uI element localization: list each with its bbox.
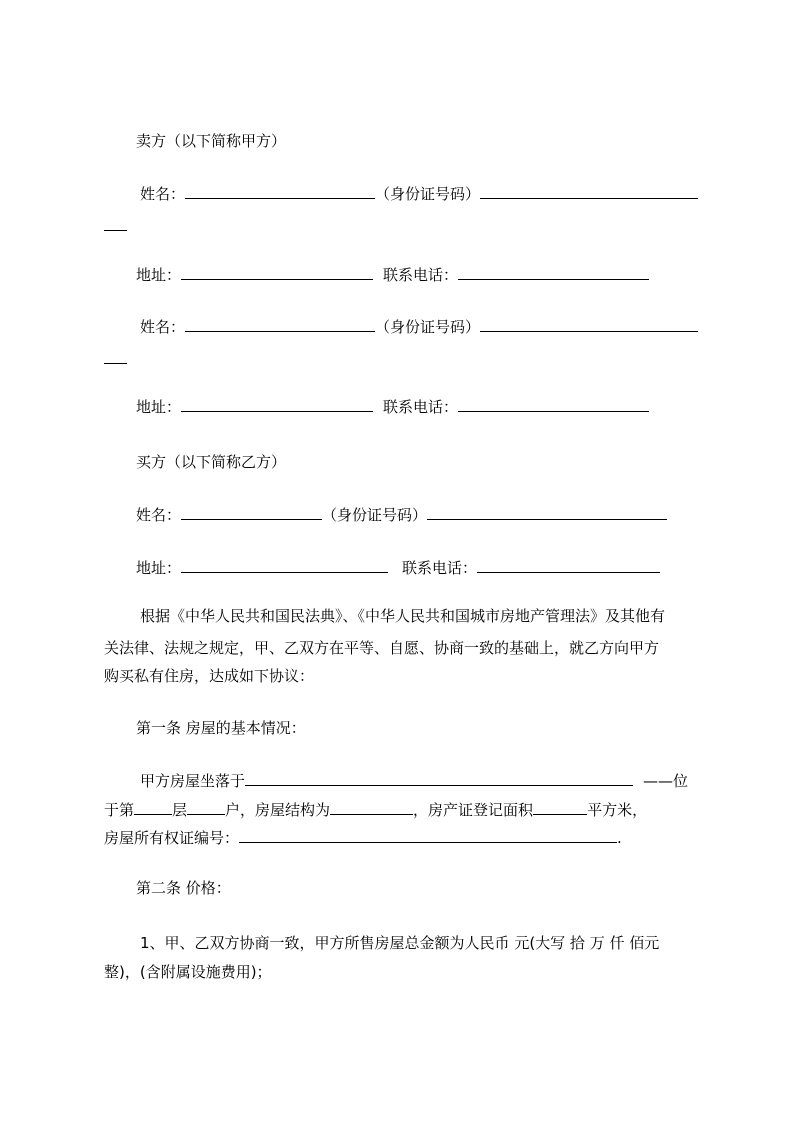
- seller-heading: 卖方（以下简称甲方）: [136, 132, 287, 150]
- certificate-line: [104, 828, 622, 848]
- area-suffix: 平方米，: [587, 801, 648, 819]
- cert-label: 房屋所有权证编号：: [104, 829, 240, 847]
- id-blank-continued[interactable]: [104, 349, 127, 364]
- buyer-row-2: [136, 558, 660, 578]
- household-blank[interactable]: [187, 800, 225, 815]
- phone-label: 联系电话：: [383, 266, 459, 284]
- seller-row-4: [136, 397, 649, 417]
- household-unit: 户，房屋结构为: [225, 801, 331, 819]
- structure-blank[interactable]: [330, 800, 413, 815]
- address-blank[interactable]: [181, 265, 373, 280]
- buyer-heading: 买方（以下简称乙方）: [136, 453, 287, 471]
- seller-row-2: [136, 265, 649, 285]
- name-label: 姓名：: [140, 185, 186, 203]
- phone-blank[interactable]: [458, 265, 649, 280]
- id-label: （身份证号码）: [375, 318, 481, 336]
- area-prefix: ，房产证登记面积: [413, 801, 534, 819]
- address-blank[interactable]: [181, 397, 373, 412]
- location-line: [140, 771, 688, 791]
- buyer-row-1: [136, 505, 667, 525]
- id-blank[interactable]: [480, 317, 698, 332]
- seller-row-3-wrap: [104, 349, 127, 369]
- floor-line: [104, 800, 647, 820]
- seller-row-1: [140, 184, 698, 204]
- price-clause-line-2: 整)，(含附属设施费用)；: [104, 963, 272, 981]
- area-blank[interactable]: [533, 800, 587, 815]
- id-label: （身份证号码）: [322, 506, 428, 524]
- id-blank[interactable]: [427, 505, 667, 520]
- name-blank[interactable]: [185, 317, 375, 332]
- seller-row-1-wrap: [104, 216, 127, 236]
- name-label: 姓名：: [136, 506, 182, 524]
- floor-prefix: 于第: [104, 801, 135, 819]
- preamble-line-1: 根据《中华人民共和国民法典》、《中华人民共和国城市房地产管理法》及其他有: [140, 607, 666, 625]
- phone-label: 联系电话：: [383, 398, 459, 416]
- phone-blank[interactable]: [458, 397, 649, 412]
- cert-end: .: [617, 829, 622, 847]
- floor-unit: 层: [172, 801, 188, 819]
- name-label: 姓名：: [140, 318, 186, 336]
- phone-blank[interactable]: [477, 558, 660, 573]
- id-blank[interactable]: [480, 184, 698, 199]
- address-label: 地址：: [136, 559, 182, 577]
- price-clause-line-1: 1、甲、乙双方协商一致，甲方所售房屋总金额为人民币 元(大写 拾 万 仟 佰元: [140, 934, 660, 952]
- id-blank-continued[interactable]: [104, 216, 127, 231]
- phone-label: 联系电话：: [402, 559, 478, 577]
- article-1-title: 第一条 房屋的基本情况：: [136, 719, 306, 737]
- seller-row-3: [140, 317, 698, 337]
- location-blank[interactable]: [245, 771, 633, 786]
- address-label: 地址：: [136, 266, 182, 284]
- preamble-line-2: 关法律、法规之规定，甲、乙双方在平等、自愿、协商一致的基础上，就乙方向甲方: [104, 639, 660, 657]
- address-label: 地址：: [136, 398, 182, 416]
- name-blank[interactable]: [181, 505, 322, 520]
- floor-blank[interactable]: [134, 800, 172, 815]
- preamble-line-3: 购买私有住房，达成如下协议：: [104, 667, 315, 685]
- location-suffix: ——位: [643, 772, 689, 790]
- article-2-title: 第二条 价格：: [136, 879, 231, 897]
- address-blank[interactable]: [181, 558, 388, 573]
- cert-blank[interactable]: [239, 828, 617, 843]
- location-prefix: 甲方房屋坐落于: [140, 772, 246, 790]
- name-blank[interactable]: [185, 184, 375, 199]
- id-label: （身份证号码）: [375, 185, 481, 203]
